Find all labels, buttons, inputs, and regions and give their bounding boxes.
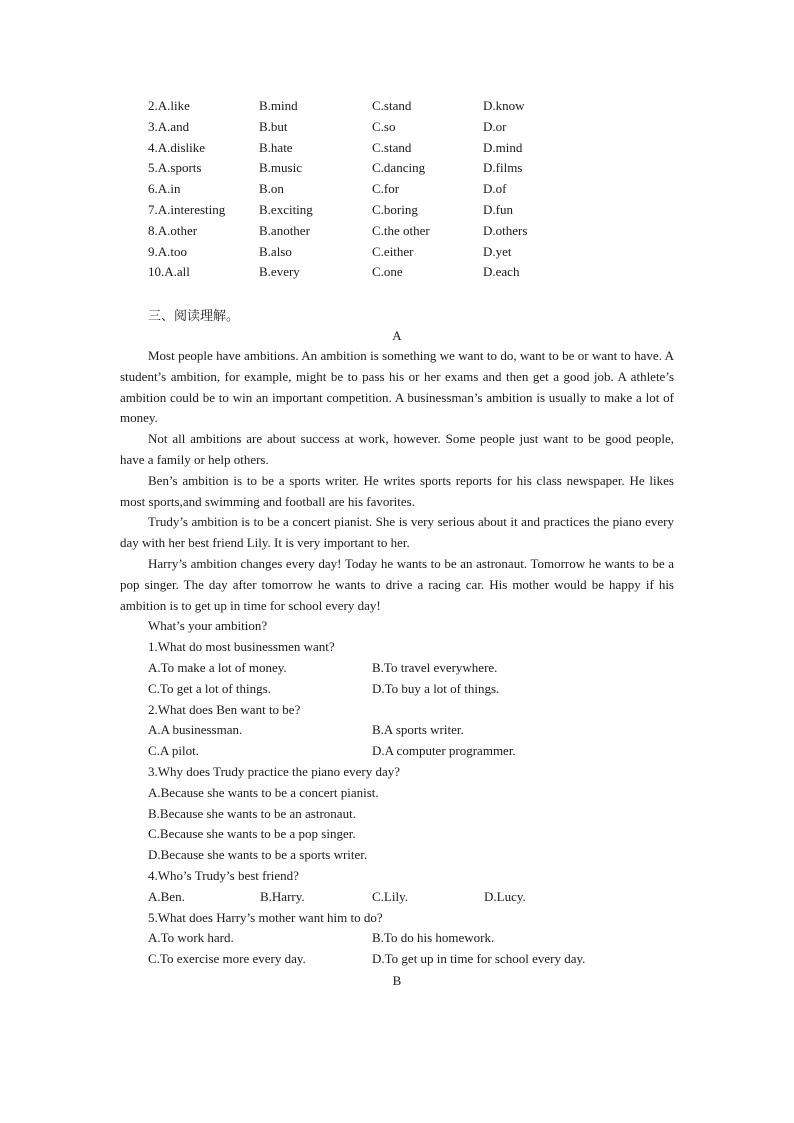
question-stem: 4.Who’s Trudy’s best friend? — [148, 867, 299, 883]
option-row — [148, 158, 583, 179]
option-d: D.mind — [483, 139, 523, 155]
passage-a-label: A — [392, 328, 402, 343]
passage-paragraph: Most people have ambitions. An ambition is something we want to do, want to be or want to have. A student’s ambition, for example, might be to pass his or her exams and then get a good job. A athlete’s ambition could be to win an important competition. A businessman’s ambition is usually to make a lot of money. — [120, 348, 674, 426]
option-c: C.dancing — [372, 160, 426, 176]
choice-a: A.To work hard. — [148, 930, 234, 946]
passage-paragraph: Not all ambitions are about success at work, however. Some people just want to be good people, have a family or help others. — [120, 431, 674, 467]
option-b: B.mind — [259, 98, 298, 113]
option-d: D.know — [483, 98, 525, 113]
option-row — [148, 117, 583, 138]
passage-paragraph: Trudy’s ambition is to be a concert pianist. She is very serious about it and practices the piano every day with her best friend Lily. It is very important to her. — [120, 514, 674, 551]
option-row — [148, 96, 583, 117]
option-c: C.so — [372, 118, 396, 134]
choice-row — [120, 783, 674, 804]
option-d: D.fun — [483, 201, 513, 217]
choice-a: A.A businessman. — [148, 722, 243, 738]
choice-row — [120, 720, 674, 741]
option-d: D.or — [483, 118, 507, 134]
option-d: D.of — [483, 181, 507, 197]
choice-row — [120, 658, 674, 679]
option-b: B.but — [259, 118, 288, 134]
choice-row — [120, 679, 674, 700]
choice-row — [120, 887, 674, 908]
option-d: D.films — [483, 160, 523, 176]
section-title: 三、阅读理解。 — [148, 308, 240, 323]
option-a: 5.A.sports — [148, 160, 202, 176]
choice-d: D.To buy a lot of things. — [372, 680, 500, 696]
option-a: 2.A.like — [148, 98, 190, 113]
choice-d: D.A computer programmer. — [372, 743, 516, 759]
option-a: 9.A.too — [148, 243, 187, 259]
option-a: 8.A.other — [148, 222, 198, 238]
choice-c: C.A pilot. — [148, 743, 199, 759]
choice-d: D.Because she wants to be a sports writer. — [148, 847, 368, 863]
choice-b: B.Because she wants to be an astronaut. — [148, 805, 356, 821]
option-d: D.others — [483, 222, 528, 238]
passage-paragraph: Ben’s ambition is to be a sports writer. He writes sports reports for his class newspaper. He likes most sports,and swimming and football are his favorites. — [120, 472, 674, 509]
choice-a: A.Because she wants to be a concert pianist. — [148, 784, 379, 800]
choice-d: D.To get up in time for school every day. — [372, 951, 586, 967]
choice-c: C.To exercise more every day. — [148, 951, 306, 967]
choice-b: B.To travel everywhere. — [372, 659, 498, 675]
choice-a: A.To make a lot of money. — [148, 659, 287, 675]
option-c: C.one — [372, 264, 403, 280]
choice-a: A.Ben. — [148, 888, 185, 904]
option-a: 4.A.dislike — [148, 139, 206, 155]
question-stem: 1.What do most businessmen want? — [148, 639, 335, 655]
question-stem: 5.What does Harry’s mother want him to do? — [148, 909, 383, 925]
option-b: B.hate — [259, 139, 293, 155]
option-c: C.either — [372, 243, 414, 259]
option-b: B.exciting — [259, 201, 313, 217]
option-a: 7.A.interesting — [148, 201, 226, 217]
option-row — [148, 179, 583, 200]
choice-row — [120, 928, 674, 949]
question-stem: 2.What does Ben want to be? — [148, 701, 301, 717]
option-row — [148, 262, 583, 283]
choice-c: C.Lily. — [372, 888, 408, 904]
option-row — [148, 138, 583, 159]
choice-c: C.To get a lot of things. — [148, 680, 271, 696]
choice-row — [120, 824, 674, 845]
choice-row — [120, 845, 674, 866]
option-b: B.also — [259, 243, 292, 259]
option-a: 6.A.in — [148, 181, 181, 197]
passage-paragraph: What’s your ambition? — [148, 618, 268, 634]
option-b: B.every — [259, 264, 300, 280]
option-row — [148, 221, 583, 242]
option-b: B.on — [259, 181, 284, 197]
passage-b-label: B — [392, 973, 402, 988]
choice-d: D.Lucy. — [484, 888, 526, 904]
option-row — [148, 242, 583, 263]
option-c: C.stand — [372, 98, 412, 113]
option-c: C.stand — [372, 139, 412, 155]
choice-row — [120, 949, 674, 970]
option-row — [148, 200, 583, 221]
choice-b: B.To do his homework. — [372, 930, 495, 946]
option-a: 3.A.and — [148, 118, 190, 134]
passage-paragraph: Harry’s ambition changes every day! Today he wants to be an astronaut. Tomorrow he wants to be a pop singer. The day after tomorrow he wants to drive a racing car. His mother would be happy if his ambition is to get up in time for school every day! — [120, 555, 674, 613]
passage-a — [120, 346, 674, 970]
option-b: B.music — [259, 160, 302, 176]
option-c: C.the other — [372, 222, 430, 238]
choice-c: C.Because she wants to be a pop singer. — [148, 826, 356, 842]
option-c: C.boring — [372, 201, 418, 217]
question-stem: 3.Why does Trudy practice the piano every day? — [148, 763, 400, 779]
option-c: C.for — [372, 181, 400, 197]
cloze-options-table — [148, 96, 583, 283]
choice-row — [120, 804, 674, 825]
option-b: B.another — [259, 222, 310, 238]
choice-row — [120, 741, 674, 762]
option-a: 10.A.all — [148, 264, 190, 280]
choice-b: B.A sports writer. — [372, 722, 464, 738]
option-d: D.yet — [483, 243, 512, 259]
option-d: D.each — [483, 264, 520, 280]
choice-b: B.Harry. — [260, 888, 305, 904]
